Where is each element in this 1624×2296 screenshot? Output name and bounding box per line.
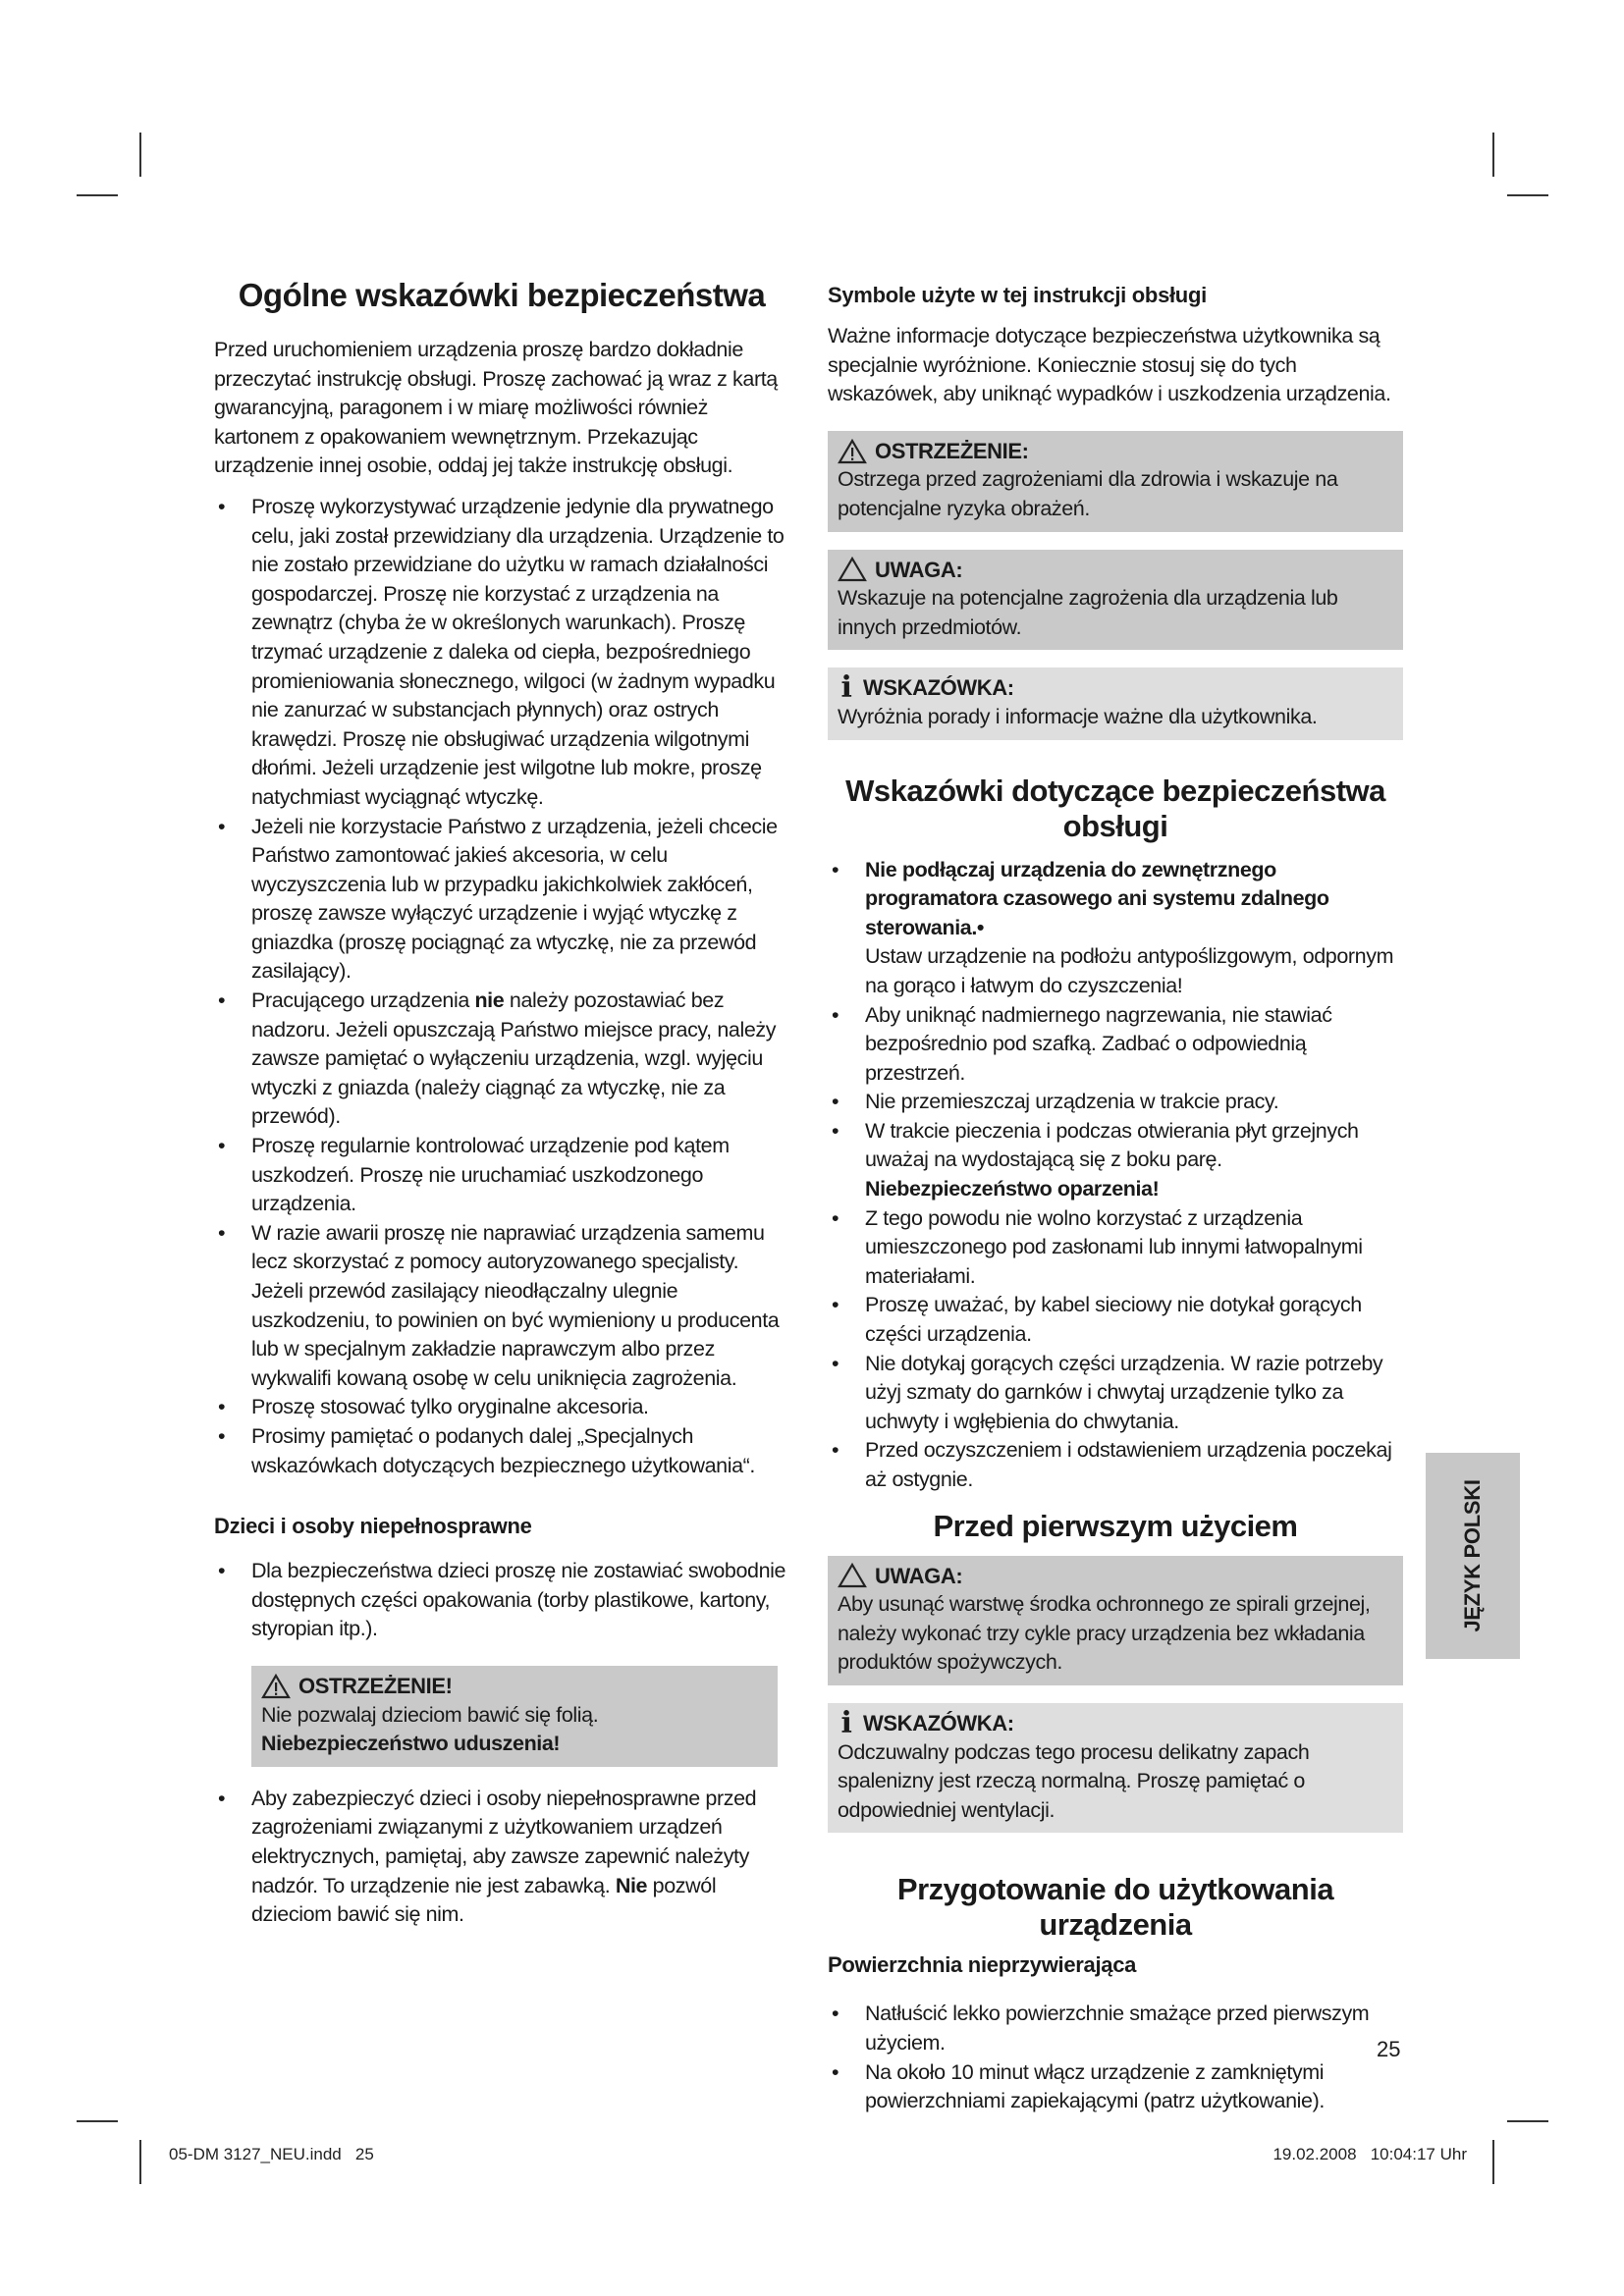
crop-mark: [77, 194, 118, 196]
warning-bold: Niebezpieczeństwo uduszenia!: [261, 1732, 561, 1756]
crop-mark: [1507, 2120, 1548, 2122]
box-title: WSKAZÓWKA:: [863, 675, 1014, 701]
list-item: • W trakcie pieczenia i podczas otwierania płyt grzejnych uważaj na wydostającą się z boku parę. Niebezpieczeństwo oparzenia!: [828, 1117, 1403, 1204]
warning-triangle-icon: [261, 1674, 291, 1699]
list-item: • Nie dotykaj gorących części urządzenia. W razie potrzeby użyj szmaty do garnków i chwytaj urządzenie tylko za uchwyty i wgłębienia do chwytania.: [828, 1350, 1403, 1437]
list-item: • Pracującego urządzenia nie należy pozostawiać bez nadzoru. Jeżeli opuszczają Państwo miejsce pracy, należy zawsze pamiętać o wyłączeniu urządzenia, wzgl. wyjęciu wtyczki z gniazda (należy ciągnąć za wtyczkę, nie za przewód).: [214, 987, 789, 1132]
first-use-note-box: [828, 1703, 1403, 1833]
first-use-caution-box: [828, 1556, 1403, 1685]
list-item: • Przed oczyszczeniem i odstawieniem urządzenia poczekaj aż ostygnie.: [828, 1436, 1403, 1494]
list-item: • Aby uniknąć nadmiernego nagrzewania, nie stawiać bezpośrednio pod szafką. Zadbać o odpowiednią przestrzeń.: [828, 1001, 1403, 1089]
box-title: WSKAZÓWKA:: [863, 1710, 1014, 1735]
box-text: Ostrzega przed zagrożeniami dla zdrowia i wskazuje na potencjalne ryzyka obrażeń.: [838, 467, 1338, 520]
left-column: [214, 277, 789, 1930]
language-tab-label: JĘZYK POLSKI: [1460, 1479, 1485, 1632]
intro-paragraph: Przed uruchomieniem urządzenia proszę bardzo dokładnie przeczytać instrukcję obsługi. Proszę zachować ją wraz z kartą gwarancyjną, paragonem i w miarę możliwości również kartonem z opakowaniem wewnętrznym. Przekazując urządzenie innej osobie, oddaj jej także instrukcję obsługi.: [214, 338, 778, 478]
crop-mark: [139, 2140, 141, 2184]
operation-safety-title: Wskazówki dotyczące bezpieczeństwa obsługi: [845, 773, 1385, 843]
warning-title: OSTRZEŻENIE!: [298, 1673, 453, 1698]
info-icon: i: [840, 670, 852, 706]
caution-triangle-icon: [838, 1563, 867, 1588]
warning-triangle-icon: [838, 439, 867, 464]
preparation-list: [828, 2000, 1403, 2115]
list-item: • Nie podłączaj urządzenia do zewnętrznego programatora czasowego ani systemu zdalnego sterowania.• Ustaw urządzenie na podłożu antypoślizgowym, odpornym na gorąco i łatwym do czyszczenia!: [828, 856, 1403, 1001]
list-item: • Proszę uważać, by kabel sieciowy nie dotykał gorących części urządzenia.: [828, 1291, 1403, 1349]
list-item: • Nie przemieszczaj urządzenia w trakcie pracy.: [828, 1088, 1403, 1117]
list-item: • Z tego powodu nie wolno korzystać z urządzenia umieszczonego pod zasłonami lub innymi łatwopalnymi materiałami.: [828, 1204, 1403, 1292]
box-title: UWAGA:: [875, 1563, 963, 1588]
box-text: Aby usunąć warstwę środka ochronnego ze spirali grzejnej, należy wykonać trzy cykle pracy urządzenia bez wkładania produktów spożywczych.: [838, 1592, 1371, 1675]
list-item: • Na około 10 minut włącz urządzenie z zamkniętymi powierzchniami zapiekającymi (patrz użytkowanie).: [828, 2058, 1403, 2116]
note-symbol-box: [828, 667, 1403, 739]
warning-box: [251, 1666, 778, 1767]
box-text: Wskazuje na potencjalne zagrożenia dla urządzenia lub innych przedmiotów.: [838, 586, 1338, 639]
list-item: • Prosimy pamiętać o podanych dalej „Specjalnych wskazówkach dotyczących bezpiecznego użytkowania“.: [214, 1422, 789, 1480]
symbols-title: Symbole użyte w tej instrukcji obsługi: [828, 283, 1207, 307]
box-text: Wyróżnia porady i informacje ważne dla użytkownika.: [838, 704, 1318, 728]
box-title: OSTRZEŻENIE:: [875, 438, 1029, 463]
info-icon: i: [840, 1705, 852, 1740]
language-tab: [1426, 1453, 1520, 1659]
caution-symbol-box: [828, 550, 1403, 651]
children-title: Dzieci i osoby niepełnosprawne: [214, 1514, 532, 1539]
right-column: [828, 283, 1403, 2116]
crop-mark: [139, 133, 141, 177]
warning-symbol-box: [828, 431, 1403, 532]
general-safety-title: Ogólne wskazówki bezpieczeństwa: [238, 277, 766, 313]
list-item: • Proszę regularnie kontrolować urządzenie pod kątem uszkodzeń. Proszę nie uruchamiać uszkodzonego urządzenia.: [214, 1132, 789, 1219]
list-item: • W razie awarii proszę nie naprawiać urządzenia samemu lecz skorzystać z pomocy autoryzowanego specjalisty. Jeżeli przewód zasilający nieodłączalny ulegnie uszkodzeniu, to powinien on być wymieniony u producenta lub w specjalnym zakładzie naprawczym albo przez wykwalifi kowaną osobę w celu uniknięcia zagrożenia.: [214, 1219, 789, 1394]
crop-mark: [1492, 133, 1494, 177]
children-list-2: [214, 1785, 789, 1930]
symbols-text: Ważne informacje dotyczące bezpieczeństwa użytkownika są specjalnie wyróżnione. Koniecznie stosuj się do tych wskazówek, aby uniknąć wypadków i uszkodzenia urządzenia.: [828, 324, 1391, 406]
list-item: • Natłuścić lekko powierzchnie smażące przed pierwszym użyciem.: [828, 2000, 1403, 2057]
list-item: • Dla bezpieczeństwa dzieci proszę nie zostawiać swobodnie dostępnych części opakowania (torby plastikowe, kartony, styropian itp.).: [214, 1557, 789, 1644]
crop-mark: [77, 2120, 118, 2122]
crop-mark: [1507, 194, 1548, 196]
box-text: Odczuwalny podczas tego procesu delikatny zapach spalenizny jest rzeczą normalną. Proszę pamiętać o odpowiedniej wentylacji.: [838, 1739, 1310, 1822]
nonstick-subtitle: Powierzchnia nieprzywierająca: [828, 1952, 1137, 1978]
page-number: 25: [1377, 2037, 1401, 2061]
footer-timestamp: 19.02.2008 10:04:17 Uhr: [1272, 2145, 1467, 2163]
list-item: • Proszę wykorzystywać urządzenie jedynie dla prywatnego celu, jaki został przewidziany dla urządzenia. Urządzenie to nie zostało przewidziane do użytku w ramach działalności gospodarczej. Proszę nie korzystać z urządzenia na zewnątrz (chyba że w określonych warunkach). Proszę trzymać urządzenie z daleka od ciepła, bezpośredniego promieniowania słonecznego, wilgoci (w żadnym wypadku nie zanurzać w substancjach płynnych) oraz ostrych krawędzi. Proszę nie obsługiwać urządzenia wilgotnymi dłońmi. Jeżeli urządzenie jest wilgotne lub mokre, proszę natychmiast wyciągnąć wtyczkę.: [214, 493, 789, 813]
operation-list: [828, 856, 1403, 1495]
preparation-title: Przygotowanie do użytkowania urządzenia: [896, 1872, 1334, 1943]
children-list: [214, 1557, 789, 1644]
list-item: • Aby zabezpieczyć dzieci i osoby niepełnosprawne przed zagrożeniami związanymi z użytkowaniem urządzeń elektrycznych, pamiętaj, aby zawsze zapewnić należyty nadzór. To urządzenie nie jest zabawką. Nie pozwól dzieciom bawić się nim.: [214, 1785, 789, 1930]
crop-mark: [1492, 2140, 1494, 2184]
list-item: • Proszę stosować tylko oryginalne akcesoria.: [214, 1393, 789, 1422]
warning-text: Nie pozwalaj dzieciom bawić się folią.: [261, 1702, 599, 1727]
footer-filename: 05-DM 3127_NEU.indd 25: [169, 2145, 374, 2163]
first-use-title: Przed pierwszym użyciem: [933, 1508, 1298, 1543]
safety-list: [214, 493, 789, 1480]
list-item: • Jeżeli nie korzystacie Państwo z urządzenia, jeżeli chcecie Państwo zamontować jakieś akcesoria, w celu wyczyszczenia lub w przypadku jakichkolwiek zakłóceń, proszę zawsze wyłączyć urządzenie i wyjąć wtyczkę z gniazdka (proszę pociągnąć za wtyczkę, nie za przewód zasilający).: [214, 813, 789, 988]
caution-triangle-icon: [838, 557, 867, 582]
box-title: UWAGA:: [875, 557, 963, 582]
